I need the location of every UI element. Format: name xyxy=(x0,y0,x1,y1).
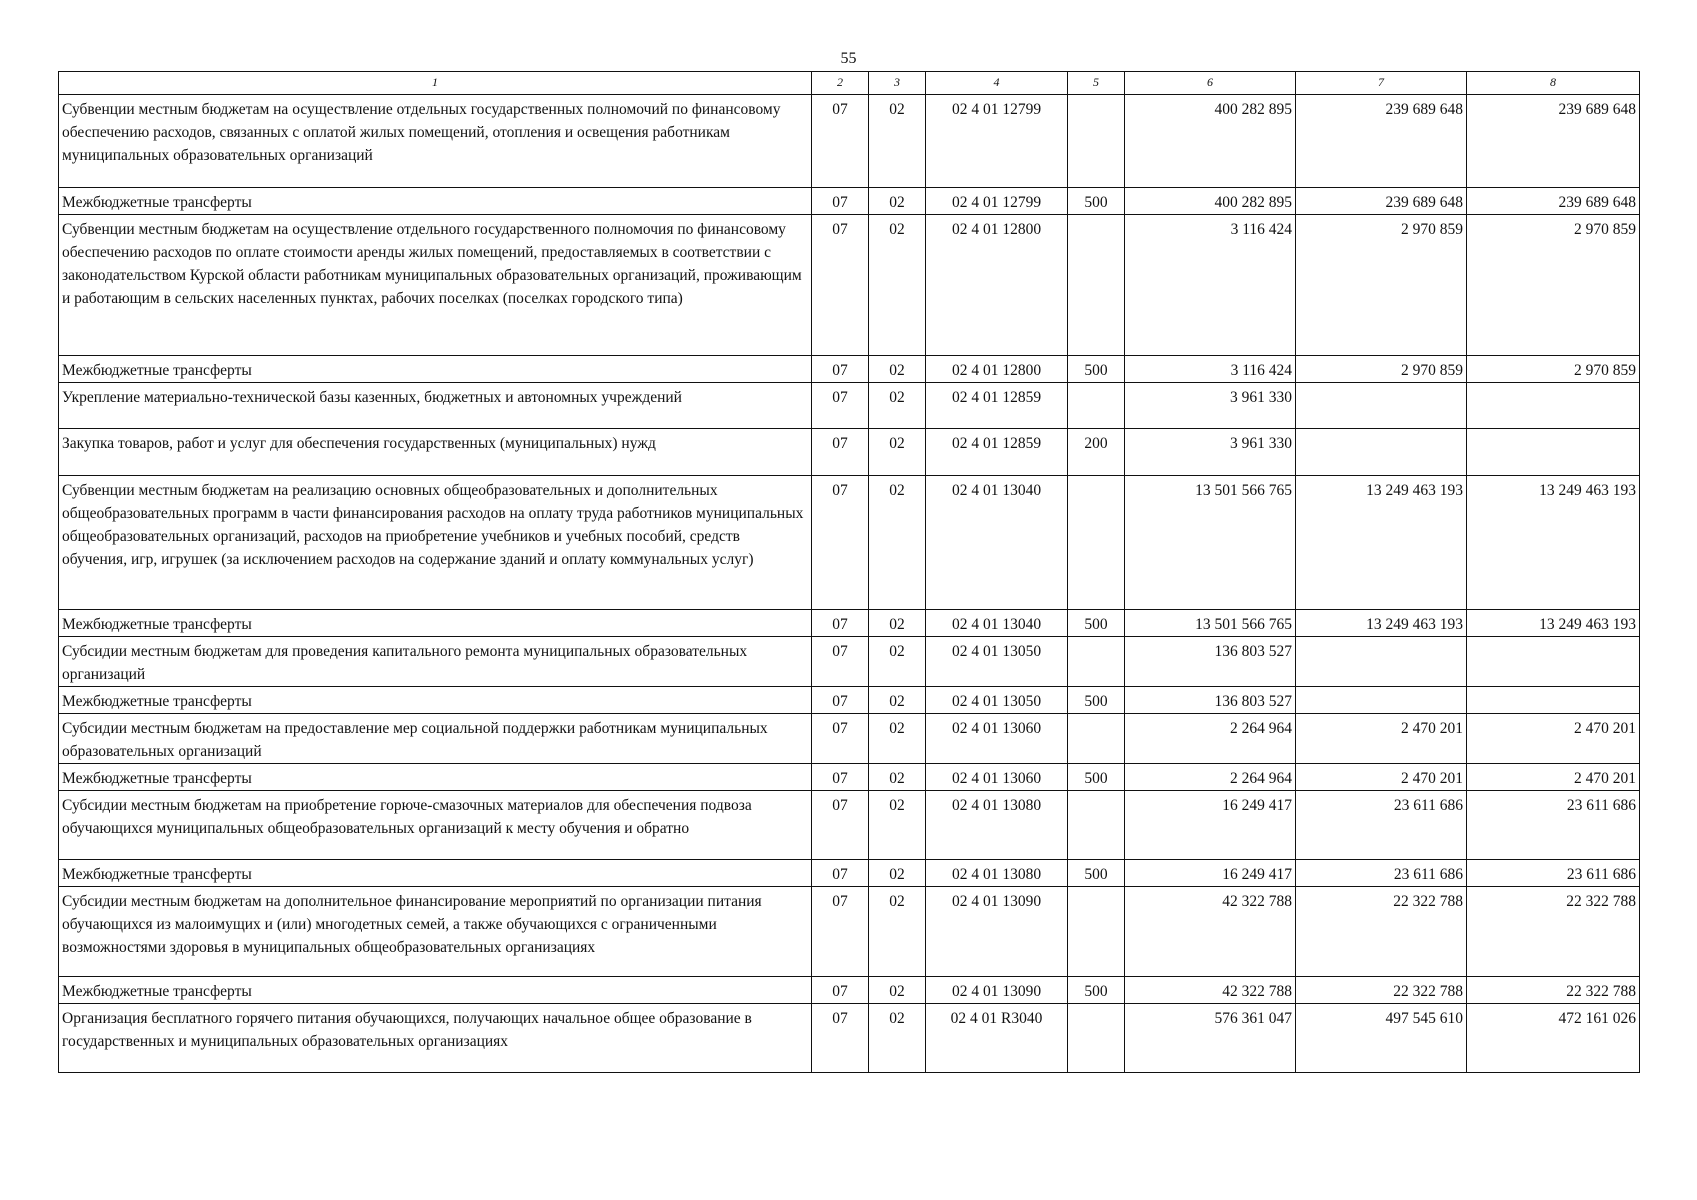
target-article-code: 02 4 01 13080 xyxy=(926,860,1068,887)
target-article-code: 02 4 01 12799 xyxy=(926,188,1068,215)
amount-year-2: 239 689 648 xyxy=(1296,188,1467,215)
section-code: 07 xyxy=(812,383,869,429)
item-name: Субсидии местным бюджетам для проведения капитального ремонта муниципальных образовательных организаций xyxy=(59,637,812,687)
expense-type-code xyxy=(1068,1004,1125,1073)
item-name: Закупка товаров, работ и услуг для обеспечения государственных (муниципальных) нужд xyxy=(59,429,812,476)
target-article-code: 02 4 01 13050 xyxy=(926,687,1068,714)
amount-year-3 xyxy=(1467,637,1640,687)
col-header-4: 4 xyxy=(926,72,1068,95)
amount-year-2: 239 689 648 xyxy=(1296,95,1467,188)
section-code: 07 xyxy=(812,476,869,610)
amount-year-3: 23 611 686 xyxy=(1467,791,1640,860)
expense-type-code: 500 xyxy=(1068,860,1125,887)
amount-year-3: 472 161 026 xyxy=(1467,1004,1640,1073)
amount-year-2 xyxy=(1296,429,1467,476)
expense-type-code: 500 xyxy=(1068,356,1125,383)
table-row xyxy=(59,429,1640,476)
subsection-code: 02 xyxy=(869,977,926,1004)
target-article-code: 02 4 01 12859 xyxy=(926,383,1068,429)
item-name: Субсидии местным бюджетам на приобретение горюче-смазочных материалов для обеспечения подвоза обучающихся муниципальных общеобразовательных организаций к месту обучения и обратно xyxy=(59,791,812,860)
expense-type-code: 500 xyxy=(1068,188,1125,215)
target-article-code: 02 4 01 12800 xyxy=(926,356,1068,383)
subsection-code: 02 xyxy=(869,887,926,977)
section-code: 07 xyxy=(812,188,869,215)
col-header-8: 8 xyxy=(1467,72,1640,95)
expense-type-code xyxy=(1068,887,1125,977)
amount-year-2: 22 322 788 xyxy=(1296,977,1467,1004)
target-article-code: 02 4 01 13080 xyxy=(926,791,1068,860)
section-code: 07 xyxy=(812,791,869,860)
table-row xyxy=(59,383,1640,429)
subsection-code: 02 xyxy=(869,188,926,215)
amount-year-1: 2 264 964 xyxy=(1125,764,1296,791)
table-row xyxy=(59,188,1640,215)
item-name: Межбюджетные трансферты xyxy=(59,687,812,714)
table-row xyxy=(59,215,1640,356)
expense-type-code xyxy=(1068,637,1125,687)
table-row xyxy=(59,356,1640,383)
table-row xyxy=(59,476,1640,610)
amount-year-3: 239 689 648 xyxy=(1467,95,1640,188)
amount-year-2: 497 545 610 xyxy=(1296,1004,1467,1073)
section-code: 07 xyxy=(812,610,869,637)
expense-type-code xyxy=(1068,383,1125,429)
expense-type-code: 200 xyxy=(1068,429,1125,476)
target-article-code: 02 4 01 13090 xyxy=(926,977,1068,1004)
target-article-code: 02 4 01 12799 xyxy=(926,95,1068,188)
section-code: 07 xyxy=(812,687,869,714)
amount-year-2: 13 249 463 193 xyxy=(1296,476,1467,610)
amount-year-3: 2 470 201 xyxy=(1467,714,1640,764)
table-row xyxy=(59,637,1640,687)
col-header-1: 1 xyxy=(59,72,812,95)
amount-year-1: 42 322 788 xyxy=(1125,887,1296,977)
expense-type-code xyxy=(1068,215,1125,356)
col-header-2: 2 xyxy=(812,72,869,95)
subsection-code: 02 xyxy=(869,1004,926,1073)
expense-type-code xyxy=(1068,714,1125,764)
amount-year-3: 2 970 859 xyxy=(1467,215,1640,356)
target-article-code: 02 4 01 13060 xyxy=(926,714,1068,764)
item-name: Субсидии местным бюджетам на предоставление мер социальной поддержки работникам муниципальных образовательных организаций xyxy=(59,714,812,764)
target-article-code: 02 4 01 12859 xyxy=(926,429,1068,476)
amount-year-2: 2 470 201 xyxy=(1296,714,1467,764)
target-article-code: 02 4 01 13040 xyxy=(926,610,1068,637)
amount-year-1: 13 501 566 765 xyxy=(1125,476,1296,610)
subsection-code: 02 xyxy=(869,764,926,791)
amount-year-2 xyxy=(1296,687,1467,714)
amount-year-3: 13 249 463 193 xyxy=(1467,610,1640,637)
item-name: Межбюджетные трансферты xyxy=(59,610,812,637)
target-article-code: 02 4 01 13090 xyxy=(926,887,1068,977)
item-name: Субвенции местным бюджетам на осуществление отдельных государственных полномочий по финансовому обеспечению расходов, связанных с оплатой жилых помещений, отопления и освещения работникам муниципальных образовательных организаций xyxy=(59,95,812,188)
item-name: Межбюджетные трансферты xyxy=(59,977,812,1004)
amount-year-1: 3 961 330 xyxy=(1125,383,1296,429)
amount-year-3: 2 970 859 xyxy=(1467,356,1640,383)
col-header-3: 3 xyxy=(869,72,926,95)
subsection-code: 02 xyxy=(869,429,926,476)
amount-year-1: 400 282 895 xyxy=(1125,95,1296,188)
subsection-code: 02 xyxy=(869,383,926,429)
amount-year-1: 2 264 964 xyxy=(1125,714,1296,764)
page-number: 55 xyxy=(840,50,857,67)
amount-year-3: 2 470 201 xyxy=(1467,764,1640,791)
amount-year-2: 2 970 859 xyxy=(1296,356,1467,383)
amount-year-2: 13 249 463 193 xyxy=(1296,610,1467,637)
amount-year-2: 23 611 686 xyxy=(1296,791,1467,860)
target-article-code: 02 4 01 12800 xyxy=(926,215,1068,356)
amount-year-1: 3 116 424 xyxy=(1125,215,1296,356)
amount-year-3 xyxy=(1467,429,1640,476)
item-name: Организация бесплатного горячего питания обучающихся, получающих начальное общее образование в государственных и муниципальных образовательных организациях xyxy=(59,1004,812,1073)
table-row xyxy=(59,887,1640,977)
amount-year-3 xyxy=(1467,687,1640,714)
subsection-code: 02 xyxy=(869,791,926,860)
expense-type-code xyxy=(1068,476,1125,610)
section-code: 07 xyxy=(812,860,869,887)
amount-year-1: 16 249 417 xyxy=(1125,791,1296,860)
table-row xyxy=(59,1004,1640,1073)
table-row xyxy=(59,610,1640,637)
section-code: 07 xyxy=(812,1004,869,1073)
expense-type-code xyxy=(1068,791,1125,860)
amount-year-2 xyxy=(1296,637,1467,687)
amount-year-1: 136 803 527 xyxy=(1125,687,1296,714)
amount-year-2: 2 470 201 xyxy=(1296,764,1467,791)
section-code: 07 xyxy=(812,977,869,1004)
amount-year-2: 22 322 788 xyxy=(1296,887,1467,977)
section-code: 07 xyxy=(812,429,869,476)
amount-year-1: 3 961 330 xyxy=(1125,429,1296,476)
subsection-code: 02 xyxy=(869,476,926,610)
target-article-code: 02 4 01 R3040 xyxy=(926,1004,1068,1073)
subsection-code: 02 xyxy=(869,637,926,687)
table-row xyxy=(59,791,1640,860)
amount-year-1: 13 501 566 765 xyxy=(1125,610,1296,637)
amount-year-3: 239 689 648 xyxy=(1467,188,1640,215)
expense-type-code: 500 xyxy=(1068,610,1125,637)
table-row xyxy=(59,687,1640,714)
table-row xyxy=(59,977,1640,1004)
item-name: Межбюджетные трансферты xyxy=(59,764,812,791)
amount-year-3: 22 322 788 xyxy=(1467,977,1640,1004)
amount-year-1: 576 361 047 xyxy=(1125,1004,1296,1073)
expense-type-code xyxy=(1068,95,1125,188)
target-article-code: 02 4 01 13040 xyxy=(926,476,1068,610)
amount-year-2 xyxy=(1296,383,1467,429)
section-code: 07 xyxy=(812,95,869,188)
amount-year-3: 22 322 788 xyxy=(1467,887,1640,977)
item-name: Укрепление материально-технической базы казенных, бюджетных и автономных учреждений xyxy=(59,383,812,429)
item-name: Межбюджетные трансферты xyxy=(59,188,812,215)
item-name: Субвенции местным бюджетам на реализацию основных общеобразовательных и дополнительных общеобразовательных программ в части финансирования расходов на оплату труда работников муниципальных общеобразовательных организаций, расходов на приобретение учебников и учебных пособий, средств обучения, игр, игрушек (за исключением расходов на содержание зданий и оплату коммунальных услуг) xyxy=(59,476,812,610)
section-code: 07 xyxy=(812,637,869,687)
item-name: Субвенции местным бюджетам на осуществление отдельного государственного полномочия по финансовому обеспечению расходов по оплате стоимости аренды жилых помещений, предоставляемых в соответствии с законодательством Курской области работникам муниципальных образовательных организаций, проживающим и работающим в сельских населенных пунктах, рабочих поселках (поселках городского типа) xyxy=(59,215,812,356)
target-article-code: 02 4 01 13050 xyxy=(926,637,1068,687)
amount-year-2: 23 611 686 xyxy=(1296,860,1467,887)
expense-type-code: 500 xyxy=(1068,687,1125,714)
table-row xyxy=(59,95,1640,188)
header-row xyxy=(59,72,1640,95)
table-row xyxy=(59,860,1640,887)
subsection-code: 02 xyxy=(869,687,926,714)
section-code: 07 xyxy=(812,714,869,764)
amount-year-3 xyxy=(1467,383,1640,429)
amount-year-1: 400 282 895 xyxy=(1125,188,1296,215)
expense-type-code: 500 xyxy=(1068,977,1125,1004)
amount-year-1: 136 803 527 xyxy=(1125,637,1296,687)
col-header-6: 6 xyxy=(1125,72,1296,95)
table-row xyxy=(59,714,1640,764)
amount-year-3: 23 611 686 xyxy=(1467,860,1640,887)
item-name: Субсидии местным бюджетам на дополнительное финансирование мероприятий по организации питания обучающихся из малоимущих и (или) многодетных семей, а также обучающихся с ограниченными возможностями здоровья в муниципальных общеобразовательных организациях xyxy=(59,887,812,977)
amount-year-3: 13 249 463 193 xyxy=(1467,476,1640,610)
table-body xyxy=(59,72,1640,1073)
subsection-code: 02 xyxy=(869,95,926,188)
amount-year-1: 3 116 424 xyxy=(1125,356,1296,383)
section-code: 07 xyxy=(812,887,869,977)
item-name: Межбюджетные трансферты xyxy=(59,356,812,383)
amount-year-1: 42 322 788 xyxy=(1125,977,1296,1004)
section-code: 07 xyxy=(812,215,869,356)
section-code: 07 xyxy=(812,764,869,791)
expense-type-code: 500 xyxy=(1068,764,1125,791)
col-header-5: 5 xyxy=(1068,72,1125,95)
subsection-code: 02 xyxy=(869,860,926,887)
subsection-code: 02 xyxy=(869,215,926,356)
table-row xyxy=(59,764,1640,791)
target-article-code: 02 4 01 13060 xyxy=(926,764,1068,791)
subsection-code: 02 xyxy=(869,610,926,637)
amount-year-2: 2 970 859 xyxy=(1296,215,1467,356)
subsection-code: 02 xyxy=(869,714,926,764)
item-name: Межбюджетные трансферты xyxy=(59,860,812,887)
budget-table xyxy=(58,71,1640,1073)
subsection-code: 02 xyxy=(869,356,926,383)
col-header-7: 7 xyxy=(1296,72,1467,95)
section-code: 07 xyxy=(812,356,869,383)
amount-year-1: 16 249 417 xyxy=(1125,860,1296,887)
